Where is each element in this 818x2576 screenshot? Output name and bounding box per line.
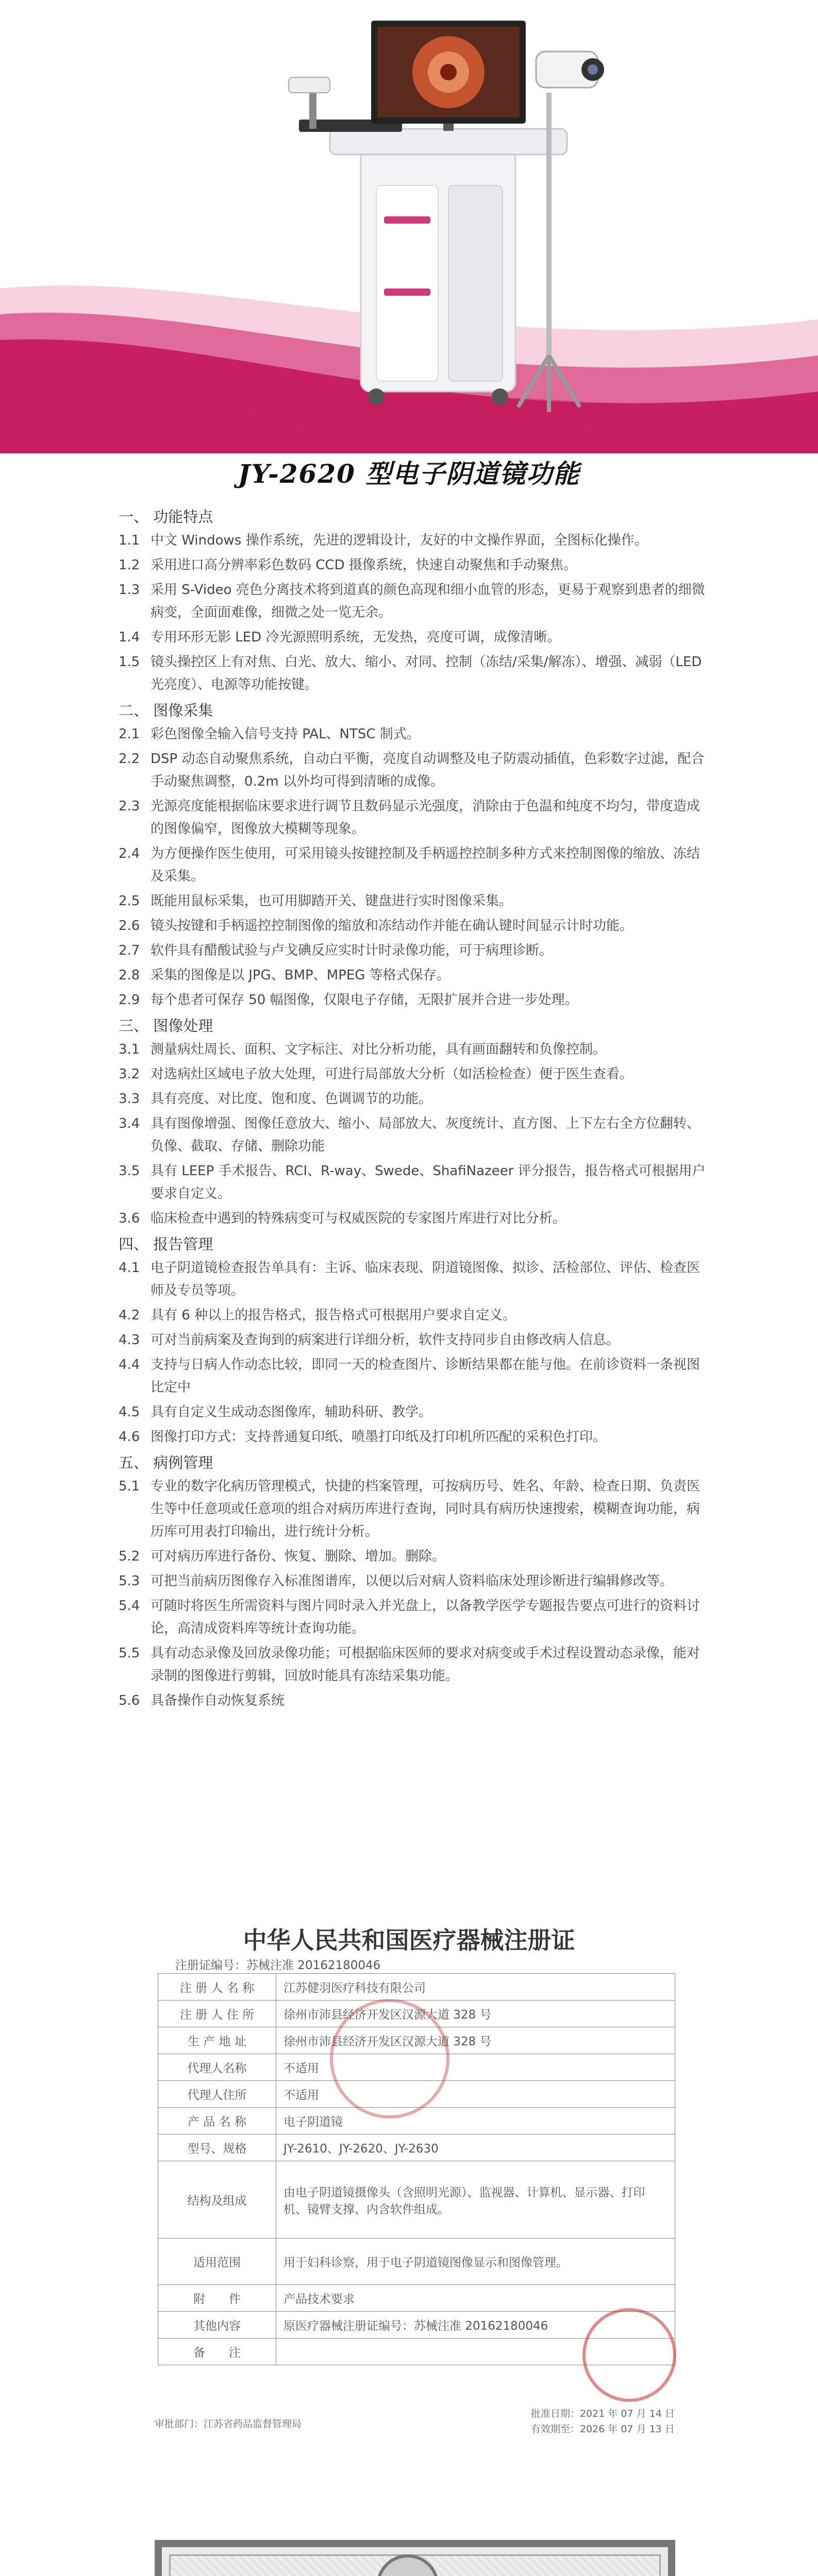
section-heading: 二、 图像采集 (119, 702, 213, 719)
feature-number: 4.2 (119, 1308, 140, 1323)
registration-key: 附 件 (158, 2285, 276, 2312)
registration-row (158, 2134, 675, 2161)
feature-number: 1.2 (119, 557, 140, 573)
feature-number: 2.7 (119, 943, 140, 958)
feature-text: 采集的图像是以 JPG、BMP、MPEG 等格式保存。 (151, 968, 450, 983)
feature-item (119, 989, 711, 1011)
valid-until: 有效期至：2026 年 07 月 13 日 (531, 2424, 675, 2435)
registration-value: 不适用 (276, 2054, 675, 2081)
feature-text: 每个患者可保存 50 幅图像，仅限电子存储，无限扩展并合进一步处理。 (151, 992, 578, 1008)
feature-item (119, 1329, 711, 1351)
feature-item (119, 579, 711, 624)
feature-text: 电子阴道镜检查报告单具有：主诉、临床表现、阴道镜图像、拟诊、活检部位、评估、检查医师及专员等项。 (151, 1260, 700, 1298)
feature-number: 2.5 (119, 893, 140, 909)
hero-banner (0, 0, 818, 453)
feature-text: 彩色图像全输入信号支持 PAL、NTSC 制式。 (151, 726, 420, 742)
feature-number: 2.9 (119, 992, 140, 1008)
feature-list (119, 502, 711, 1714)
feature-item (119, 1160, 711, 1205)
feature-item (119, 1207, 711, 1230)
registration-key: 适用范围 (158, 2239, 276, 2285)
feature-item (119, 939, 711, 962)
registration-value: 原医疗器械注册证编号：苏械注准 20162180046 (276, 2312, 675, 2338)
feature-text: 临床检查中遇到的特殊病变可与权威医院的专家图片库进行对比分析。 (151, 1211, 566, 1226)
registration-key: 代理人住所 (158, 2081, 276, 2108)
feature-text: 既能用鼠标采集，也可用脚踏开关、键盘进行实时图像采集。 (151, 893, 513, 909)
feature-number: 5.1 (119, 1479, 140, 1494)
feature-number: 3.3 (119, 1091, 140, 1107)
feature-item (119, 795, 711, 840)
feature-item (119, 964, 711, 987)
registration-key: 代理人名称 (158, 2054, 276, 2081)
feature-text: 具有 LEEP 手术报告、RCI、R-way、Swede、ShafiNazeer 评分报告，报告格式可根据用户要求自定义。 (151, 1163, 706, 1201)
registration-key: 其他内容 (158, 2312, 276, 2338)
feature-text: 可随时将医生所需资料与图片同时录入并光盘上，以备教学医学专题报告要点可进行的资料讨论，高清成资料库等统计查询功能。 (151, 1598, 700, 1636)
registration-title: 中华人民共和国医疗器械注册证 (243, 1926, 575, 1954)
registration-value: 电子阴道镜 (276, 2108, 675, 2134)
feature-text: 测量病灶周长、面积、文字标注、对比分析功能，具有画面翻转和负像控制。 (151, 1042, 607, 1057)
feature-number: 1.3 (119, 582, 140, 598)
section-heading: 一、 功能特点 (119, 508, 213, 526)
feature-text: 可对病历库进行备份、恢复、删除、增加。删除。 (151, 1549, 446, 1564)
feature-item (119, 1689, 711, 1712)
feature-text: 光源亮度能根据临床要求进行调节且数码显示光强度，消除由于色温和纯度不均匀，带度造成的图像偏窄，图像放大模糊等现象。 (151, 799, 700, 837)
feature-item (119, 1038, 711, 1061)
feature-number: 2.3 (119, 799, 140, 814)
feature-text: DSP 动态自动聚焦系统，自动白平衡，亮度自动调整及电子防震动插值，色彩数字过滤，配合手动聚焦调整，0.2m 以外均可得到清晰的成像。 (151, 751, 705, 789)
feature-text: 可对当前病案及查询到的病案进行详细分析，软件支持同步自由修改病人信息。 (151, 1332, 620, 1348)
feature-item (119, 1304, 711, 1327)
registration-key: 注 册 人 名 称 (158, 1974, 276, 2001)
feature-text: 中文 Windows 操作系统，先进的逻辑设计，友好的中文操作界面，全图标化操作。 (151, 533, 648, 548)
hero-illustration (0, 0, 818, 453)
feature-item (119, 1570, 711, 1592)
feature-number: 2.8 (119, 968, 140, 983)
feature-item (119, 1257, 711, 1302)
registration-key: 产 品 名 称 (158, 2108, 276, 2134)
feature-number: 5.4 (119, 1598, 140, 1614)
registration-key: 型号、规格 (158, 2134, 276, 2161)
registration-row (158, 2161, 675, 2239)
registration-row (158, 1974, 675, 2001)
feature-item (119, 1642, 711, 1687)
feature-item (119, 890, 711, 912)
feature-item (119, 1063, 711, 1086)
feature-number: 4.5 (119, 1404, 140, 1420)
feature-item (119, 1112, 711, 1158)
feature-number: 3.2 (119, 1066, 140, 1082)
registration-number: 注册证编号：苏械注准 20162180046 (175, 1959, 381, 1972)
feature-text: 具有自定义生成动态图像库，辅助科研、教学。 (151, 1404, 432, 1420)
feature-item (119, 529, 711, 552)
section-heading: 四、 报告管理 (119, 1235, 213, 1253)
feature-item (119, 554, 711, 577)
registration-key: 备 注 (158, 2338, 276, 2365)
feature-item (119, 1426, 711, 1448)
feature-number: 2.4 (119, 846, 140, 861)
feature-number: 2.2 (119, 751, 140, 767)
feature-number: 5.3 (119, 1573, 140, 1589)
feature-text: 为方便操作医生使用，可采用镜头按键控制及手柄遥控控制多种方式来控制图像的缩放、冻结及采集。 (151, 846, 700, 884)
feature-text: 专业的数字化病历管理模式，快捷的档案管理，可按病历号、姓名、年龄、检查日期、负责医生等中任意项或任意项的组合对病历库进行查询，同时具有病历快速搜索，模糊查询功能，病历库可用表打印输出，进行统计分析。 (151, 1479, 700, 1539)
feature-text: 具备操作自动恢复系统 (151, 1693, 285, 1708)
feature-number: 5.5 (119, 1646, 140, 1661)
feature-text: 支持与日病人作动态比较，即同一天的检查图片、诊断结果都在能与他。在前诊资料一条视图比定中 (151, 1357, 700, 1395)
feature-item (119, 842, 711, 888)
feature-text: 专用环形无影 LED 冷光源照明系统，无发热，亮度可调，成像清晰。 (151, 630, 561, 645)
feature-number: 3.6 (119, 1211, 140, 1226)
product-title: JY-2620 型电子阴道镜功能 (238, 459, 580, 489)
feature-item (119, 1088, 711, 1110)
feature-text: 具有 6 种以上的报告格式，报告格式可根据用户要求自定义。 (151, 1308, 516, 1323)
official-seal (582, 2308, 676, 2402)
feature-item (119, 748, 711, 793)
feature-text: 对选病灶区域电子放大处理，可进行局部放大分析（如活检检查）便于医生查看。 (151, 1066, 633, 1082)
approval-date: 批准日期：2021 年 07 月 14 日 (531, 2408, 675, 2419)
feature-number: 5.6 (119, 1693, 140, 1708)
feature-number: 4.4 (119, 1357, 140, 1372)
feature-text: 具有图像增强、图像任意放大、缩小、局部放大、灰度统计、直方图、上下左右全方位翻转、负像、截取、存储、删除功能 (151, 1116, 700, 1154)
registration-key: 注 册 人 住 所 (158, 2001, 276, 2027)
approval-dept: 审批部门：江苏省药品监督管理局 (155, 2418, 302, 2430)
section-heading: 五、 病例管理 (119, 1454, 213, 1471)
section-heading: 三、 图像处理 (119, 1017, 213, 1035)
feature-item (119, 651, 711, 696)
feature-number: 3.5 (119, 1163, 140, 1179)
feature-text: 镜头操控区上有对焦、白光、放大、缩小、对同、控制（冻结/采集/解冻）、增强、减弱（LED 光亮度）、电源等功能按键。 (151, 654, 702, 692)
feature-number: 4.1 (119, 1260, 140, 1276)
registration-value: 江苏健羽医疗科技有限公司 (276, 1974, 675, 2001)
feature-item (119, 914, 711, 937)
feature-text: 镜头按键和手柄遥控控制图像的缩放和冻结动作并能在确认键时间显示计时功能。 (151, 918, 633, 934)
feature-number: 4.6 (119, 1429, 140, 1445)
feature-item (119, 1545, 711, 1568)
feature-item (119, 1475, 711, 1543)
red-seal (330, 1999, 449, 2119)
feature-number: 5.2 (119, 1549, 140, 1564)
registration-key: 结构及组成 (158, 2161, 276, 2239)
registration-row (158, 2285, 675, 2312)
feature-text: 采用进口高分辨率彩色数码 CCD 摄像系统，快速自动聚焦和手动聚焦。 (151, 557, 577, 573)
feature-item (119, 626, 711, 649)
feature-number: 4.3 (119, 1332, 140, 1348)
feature-item (119, 1353, 711, 1399)
registration-value: 徐州市沛县经济开发区汉源大道 328 号 (276, 2001, 675, 2027)
feature-text: 具有动态录像及回放录像功能；可根据临床医师的要求对病变或手术过程设置动态录像，能对录制的图像进行剪辑，回放时能具有冻结采集功能。 (151, 1646, 700, 1684)
feature-text: 图像打印方式：支持普通复印纸、喷墨打印纸及打印机所匹配的采积色打印。 (151, 1429, 607, 1445)
feature-text: 可把当前病历图像存入标准图谱库，以便以后对病人资料临床处理诊断进行编辑修改等。 (151, 1573, 674, 1589)
feature-text: 软件具有醋酸试验与卢戈碘反应实时计时录像功能，可于病理诊断。 (151, 943, 553, 958)
feature-text: 具有亮度、对比度、饱和度、色调调节的功能。 (151, 1091, 432, 1107)
registration-value: 徐州市沛县经济开发区汉源大道 328 号 (276, 2027, 675, 2054)
feature-number: 1.5 (119, 654, 140, 670)
registration-value: 产品技术要求 (276, 2285, 675, 2312)
feature-text: 采用 S-Video 亮色分离技术将到道真的颜色高现和细小血管的形态，更易于观察到患者的细微病变，全面面难像，细微之处一览无余。 (151, 582, 705, 620)
feature-item (119, 723, 711, 745)
registration-value: 用于妇科诊察，用于电子阴道镜图像显示和图像管理。 (276, 2239, 675, 2285)
registration-row (158, 2239, 675, 2285)
feature-number: 1.4 (119, 630, 140, 645)
registration-key: 生 产 地 址 (158, 2027, 276, 2054)
feature-number: 3.4 (119, 1116, 140, 1131)
registration-value: 不适用 (276, 2081, 675, 2108)
feature-number: 1.1 (119, 533, 140, 548)
feature-item (119, 1595, 711, 1640)
feature-number: 3.1 (119, 1042, 140, 1057)
feature-item (119, 1401, 711, 1423)
feature-number: 2.1 (119, 726, 140, 742)
feature-number: 2.6 (119, 918, 140, 934)
registration-value: 由电子阴道镜摄像头（含照明光源）、监视器、计算机、显示器、打印机、镜臂支撑、内含软件组成。 (276, 2161, 675, 2239)
registration-value: JY-2610、JY-2620、JY-2630 (276, 2134, 675, 2161)
